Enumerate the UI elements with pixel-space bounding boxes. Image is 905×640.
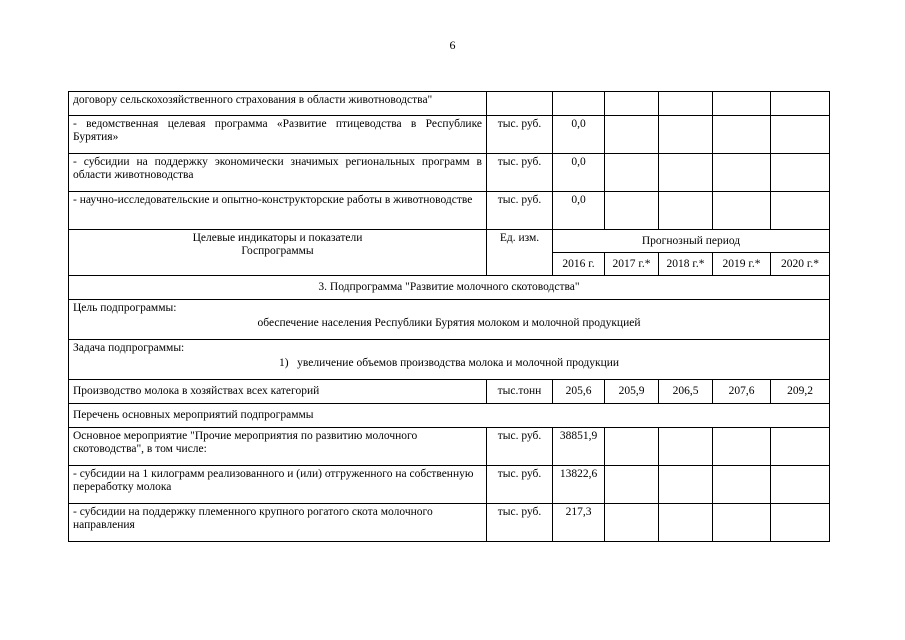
indicators-header: Целевые индикаторы и показатели Госпрограммы (69, 230, 487, 276)
measures-list-title: Перечень основных мероприятий подпрограммы (69, 404, 830, 428)
row-unit: тыс. руб. (487, 116, 553, 154)
year-header: 2019 г.* (713, 253, 771, 276)
row-unit: тыс. руб. (487, 428, 553, 466)
row-text: Основное мероприятие "Прочие мероприятия по развитию молочного скотоводства", в том числе: (69, 428, 487, 466)
task-row (69, 340, 830, 380)
milk-production-text: Производство молока в хозяйствах всех категорий (69, 380, 487, 404)
row-value: 205,9 (605, 380, 659, 404)
row-value: 206,5 (659, 380, 713, 404)
row-text: договору сельскохозяйственного страхования в области животноводства" (69, 92, 487, 116)
goal-label: Цель подпрограммы: (73, 302, 177, 314)
row-unit: тыс.тонн (487, 380, 553, 404)
forecast-header: Прогнозный период (553, 230, 830, 253)
goal-text: обеспечение населения Республики Бурятия молоком и молочной продукцией (257, 317, 641, 329)
subprogram-title: 3. Подпрограмма "Развитие молочного скотоводства" (69, 276, 830, 300)
task-text: увеличение объемов производства молока и молочной продукции (297, 357, 620, 369)
row-value: 205,6 (553, 380, 605, 404)
table-row (69, 380, 830, 404)
subprogram-row (69, 276, 830, 300)
row-text: - ведомственная целевая программа «Развитие птицеводства в Республике Бурятия» (69, 116, 487, 154)
table-row (69, 404, 830, 428)
row-text: - субсидии на 1 килограмм реализованного и (или) отгруженного на собственную переработку молока (69, 466, 487, 504)
table-row (69, 466, 830, 504)
row-value: 0,0 (553, 116, 605, 154)
year-header: 2016 г. (553, 253, 605, 276)
row-value: 13822,6 (553, 466, 605, 504)
row-value (553, 92, 605, 116)
table-row (69, 192, 830, 230)
unit-header: Ед. изм. (487, 230, 553, 276)
row-value: 217,3 (553, 504, 605, 542)
table-row (69, 154, 830, 192)
task-number: 1) (278, 357, 289, 369)
row-unit: тыс. руб. (487, 504, 553, 542)
task-label: Задача подпрограммы: (73, 342, 185, 354)
table-row (69, 116, 830, 154)
row-unit (487, 92, 553, 116)
row-text: - субсидии на поддержку племенного крупного рогатого скота молочного направления (69, 504, 487, 542)
row-unit: тыс. руб. (487, 154, 553, 192)
row-value: 0,0 (553, 154, 605, 192)
row-value: 38851,9 (553, 428, 605, 466)
table-row (69, 504, 830, 542)
year-header: 2020 г.* (771, 253, 830, 276)
header-row (69, 230, 830, 253)
row-value: 0,0 (553, 192, 605, 230)
row-value: 207,6 (713, 380, 771, 404)
row-text: - научно-исследовательские и опытно-конструкторские работы в животноводстве (69, 192, 487, 230)
table-row (69, 428, 830, 466)
year-header: 2018 г.* (659, 253, 713, 276)
row-unit: тыс. руб. (487, 466, 553, 504)
goal-row (69, 300, 830, 340)
row-text: - субсидии на поддержку экономически значимых региональных программ в области животноводства (69, 154, 487, 192)
row-value: 209,2 (771, 380, 830, 404)
table-row (69, 92, 830, 116)
row-unit: тыс. руб. (487, 192, 553, 230)
page-number: 6 (449, 38, 456, 52)
program-table (68, 91, 830, 542)
year-header: 2017 г.* (605, 253, 659, 276)
